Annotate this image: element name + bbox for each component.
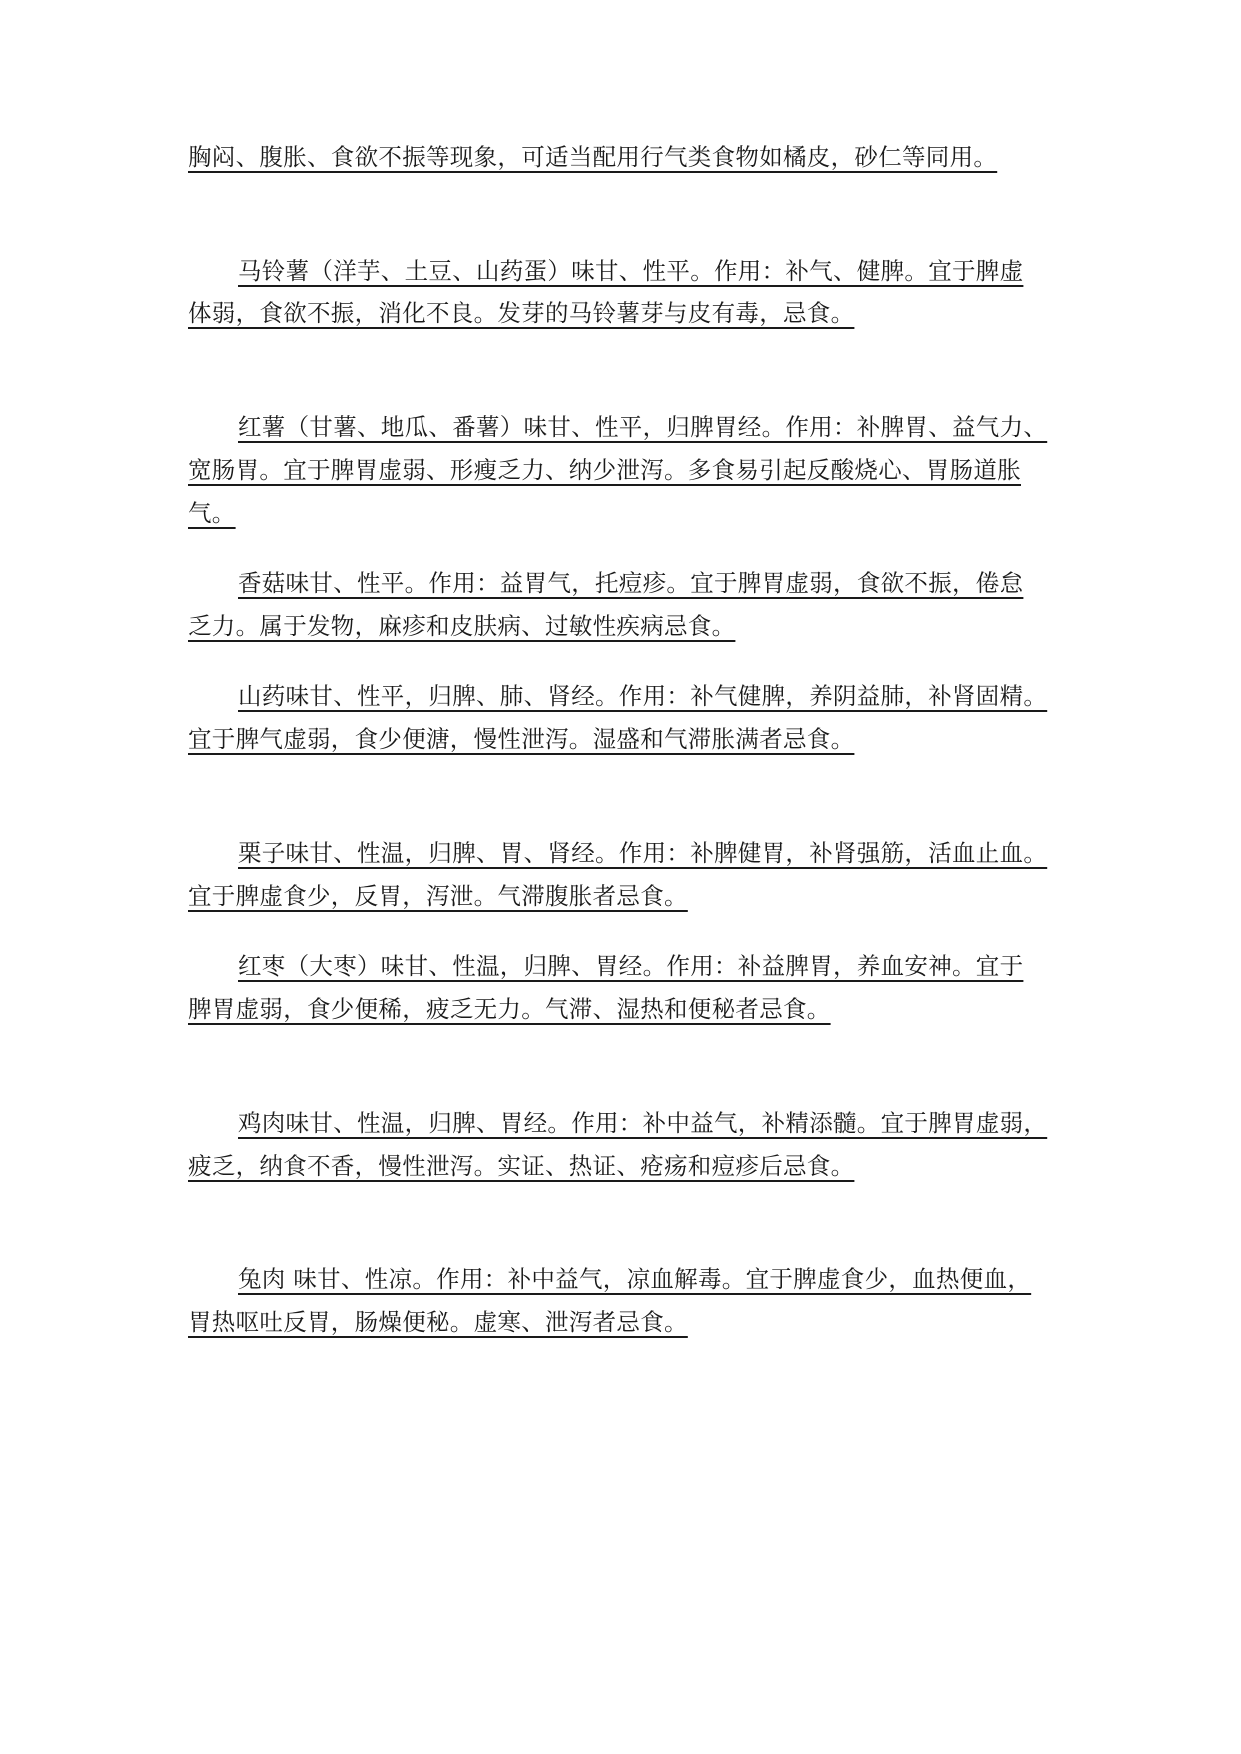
paragraph-line: 气。: [188, 499, 236, 527]
paragraph-line: 宜于脾气虚弱，食少便溏，慢性泄泻。湿盛和气滞胀满者忌食。: [188, 725, 855, 753]
paragraph-line: 乏力。属于发物，麻疹和皮肤病、过敏性疾病忌食。: [188, 612, 736, 640]
paragraph-line: 栗子味甘、性温，归脾、胃、肾经。作用：补脾健胃，补肾强筋，活血止血。: [238, 839, 1048, 867]
paragraph-line: 马铃薯（洋芋、土豆、山药蛋）味甘、性平。作用：补气、健脾。宜于脾虚: [238, 257, 1024, 285]
paragraph-line: 胸闷、腹胀、食欲不振等现象，可适当配用行气类食物如橘皮，砂仁等同用。: [188, 143, 998, 171]
paragraph-line: 脾胃虚弱，食少便稀，疲乏无力。气滞、湿热和便秘者忌食。: [188, 995, 831, 1023]
paragraph-line: 山药味甘、性平，归脾、肺、肾经。作用：补气健脾，养阴益肺，补肾固精。: [238, 682, 1048, 710]
paragraph-line: 疲乏，纳食不香，慢性泄泻。实证、热证、疮疡和痘疹后忌食。: [188, 1152, 855, 1180]
paragraph-line: 红薯（甘薯、地瓜、番薯）味甘、性平，归脾胃经。作用：补脾胃、益气力、: [238, 413, 1048, 441]
paragraph-line: 红枣（大枣）味甘、性温，归脾、胃经。作用：补益脾胃，养血安神。宜于: [238, 952, 1024, 980]
paragraph-line: 鸡肉味甘、性温，归脾、胃经。作用：补中益气，补精添髓。宜于脾胃虚弱，: [238, 1109, 1048, 1137]
paragraph-line: 宜于脾虚食少，反胃，泻泄。气滞腹胀者忌食。: [188, 882, 688, 910]
paragraph-line: 体弱，食欲不振，消化不良。发芽的马铃薯芽与皮有毒，忌食。: [188, 299, 855, 327]
paragraph-line: 宽肠胃。宜于脾胃虚弱、形瘦乏力、纳少泄泻。多食易引起反酸烧心、胃肠道胀: [188, 456, 1021, 484]
paragraph-line: 胃热呕吐反胃，肠燥便秘。虚寒、泄泻者忌食。: [188, 1308, 688, 1336]
paragraph-line: 香菇味甘、性平。作用：益胃气，托痘疹。宜于脾胃虚弱，食欲不振，倦怠: [238, 569, 1024, 597]
paragraph-line: 兔肉 味甘、性凉。作用：补中益气，凉血解毒。宜于脾虚食少，血热便血，: [238, 1265, 1032, 1293]
